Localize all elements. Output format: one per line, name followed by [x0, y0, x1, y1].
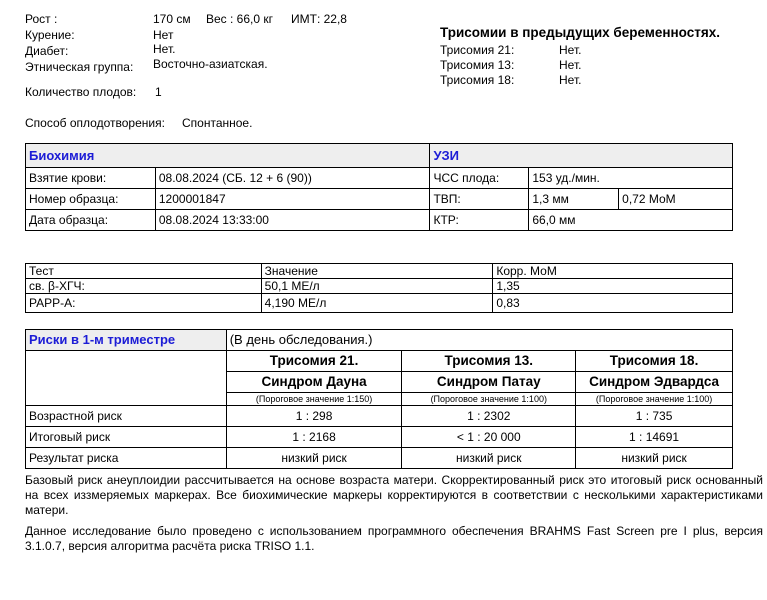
- age-risk-t18: 1 : 735: [576, 406, 733, 427]
- weight-text: Вес : 66,0 кг: [206, 12, 273, 26]
- note-paragraph-2: Данное исследование было проведено с использованием программного обеспечения BRAHMS Fast Screen pre I plus, версия 3.1.0.7, версия алгоритма расчёта риска TRISO 1.1.: [25, 524, 763, 553]
- table-row: [26, 294, 733, 313]
- marker-mom: 0,83: [493, 294, 733, 313]
- nt-value: 1,3 мм: [529, 189, 619, 210]
- marker-value: 4,190 МЕ/л: [261, 294, 493, 313]
- biochem-uzi-table: [25, 143, 733, 231]
- table-row: [26, 406, 733, 427]
- final-risk-t21: 1 : 2168: [226, 427, 402, 448]
- patau-syndrome: Синдром Патау: [402, 372, 576, 393]
- edwards-syndrome: Синдром Эдвардса: [576, 372, 733, 393]
- prev-t18-value: Нет.: [559, 73, 582, 87]
- diabetes-value: Нет.: [153, 42, 176, 56]
- height-label: Рост :: [25, 12, 58, 26]
- blood-draw-label: Взятие крови:: [26, 168, 156, 189]
- risk-result-t13: низкий риск: [402, 448, 576, 469]
- heart-rate-value: 153 уд./мин.: [529, 168, 733, 189]
- note-paragraph-1: Базовый риск анеуплоидии рассчитывается на основе возраста матери. Скорректированный риск это итоговый риск основанный на всех иззмеряемых маркерах. Все биохимические маркеры корректируются в соответствии с несколькими характеристиками матери.: [25, 473, 763, 517]
- smoking-value: Нет: [153, 28, 174, 42]
- risk-result-label: Результат риска: [26, 448, 227, 469]
- ethnic-value: Восточно-азиатская.: [153, 57, 268, 71]
- final-risk-t18: 1 : 14691: [576, 427, 733, 448]
- t21-title: Трисомия 21.: [226, 351, 402, 372]
- risk-result-t18: низкий риск: [576, 448, 733, 469]
- sample-date-value: 08.08.2024 13:33:00: [155, 210, 430, 231]
- table-row: [26, 279, 733, 294]
- marker-mom: 1,35: [493, 279, 733, 294]
- risk-result-t21: низкий риск: [226, 448, 402, 469]
- nt-label: ТВП:: [430, 189, 529, 210]
- crl-value: 66,0 мм: [529, 210, 733, 231]
- marker-name: PAPP-A:: [26, 294, 262, 313]
- age-risk-t21: 1 : 298: [226, 406, 402, 427]
- prev-t13-value: Нет.: [559, 58, 582, 72]
- prev-trisomies-title: Трисомии в предыдущих беременностях.: [440, 25, 720, 40]
- down-syndrome: Синдром Дауна: [226, 372, 402, 393]
- risks-title: Риски в 1-м триместре: [26, 330, 227, 351]
- biochem-title: Биохимия: [26, 144, 430, 168]
- t21-threshold: (Пороговое значение 1:150): [226, 393, 402, 406]
- diabetes-label: Диабет:: [25, 44, 69, 58]
- bmi-text: ИМТ: 22,8: [291, 12, 347, 26]
- t13-threshold: (Пороговое значение 1:100): [402, 393, 576, 406]
- final-risk-t13: < 1 : 20 000: [402, 427, 576, 448]
- t13-title: Трисомия 13.: [402, 351, 576, 372]
- blood-draw-value: 08.08.2024 (СБ. 12 + 6 (90)): [155, 168, 430, 189]
- height-value: 170 см: [153, 12, 191, 26]
- table-row: [26, 189, 733, 210]
- t18-threshold: (Пороговое значение 1:100): [576, 393, 733, 406]
- risks-table: [25, 329, 733, 469]
- heart-rate-label: ЧСС плода:: [430, 168, 529, 189]
- crl-label: КТР:: [430, 210, 529, 231]
- risks-header-empty: [26, 351, 227, 406]
- uzi-title: УЗИ: [430, 144, 733, 168]
- sample-number-value: 1200001847: [155, 189, 430, 210]
- risks-subtitle: (В день обследования.): [226, 330, 732, 351]
- sample-date-label: Дата образца:: [26, 210, 156, 231]
- conception-value: Спонтанное.: [182, 116, 253, 130]
- prev-t13-label: Трисомия 13:: [440, 58, 515, 72]
- prev-t21-label: Трисомия 21:: [440, 43, 515, 57]
- prev-t18-label: Трисомия 18:: [440, 73, 515, 87]
- prev-t21-value: Нет.: [559, 43, 582, 57]
- table-row: [26, 427, 733, 448]
- smoking-label: Курение:: [25, 28, 75, 42]
- marker-value: 50,1 МЕ/л: [261, 279, 493, 294]
- markers-header-test: Тест: [26, 264, 262, 279]
- table-row: [26, 448, 733, 469]
- fetuses-label: Количество плодов:: [25, 85, 137, 99]
- nt-mom-value: 0,72 МоМ: [619, 189, 733, 210]
- age-risk-label: Возрастной риск: [26, 406, 227, 427]
- table-row: [26, 210, 733, 231]
- marker-name: св. β-ХГЧ:: [26, 279, 262, 294]
- table-row: [26, 168, 733, 189]
- markers-header-value: Значение: [261, 264, 493, 279]
- age-risk-t13: 1 : 2302: [402, 406, 576, 427]
- conception-label: Способ оплодотворения:: [25, 116, 165, 130]
- ethnic-label: Этническая группа:: [25, 60, 134, 74]
- final-risk-label: Итоговый риск: [26, 427, 227, 448]
- fetuses-value: 1: [155, 85, 162, 99]
- markers-header-mom: Корр. МоМ: [493, 264, 733, 279]
- sample-number-label: Номер образца:: [26, 189, 156, 210]
- t18-title: Трисомия 18.: [576, 351, 733, 372]
- markers-table: [25, 263, 733, 313]
